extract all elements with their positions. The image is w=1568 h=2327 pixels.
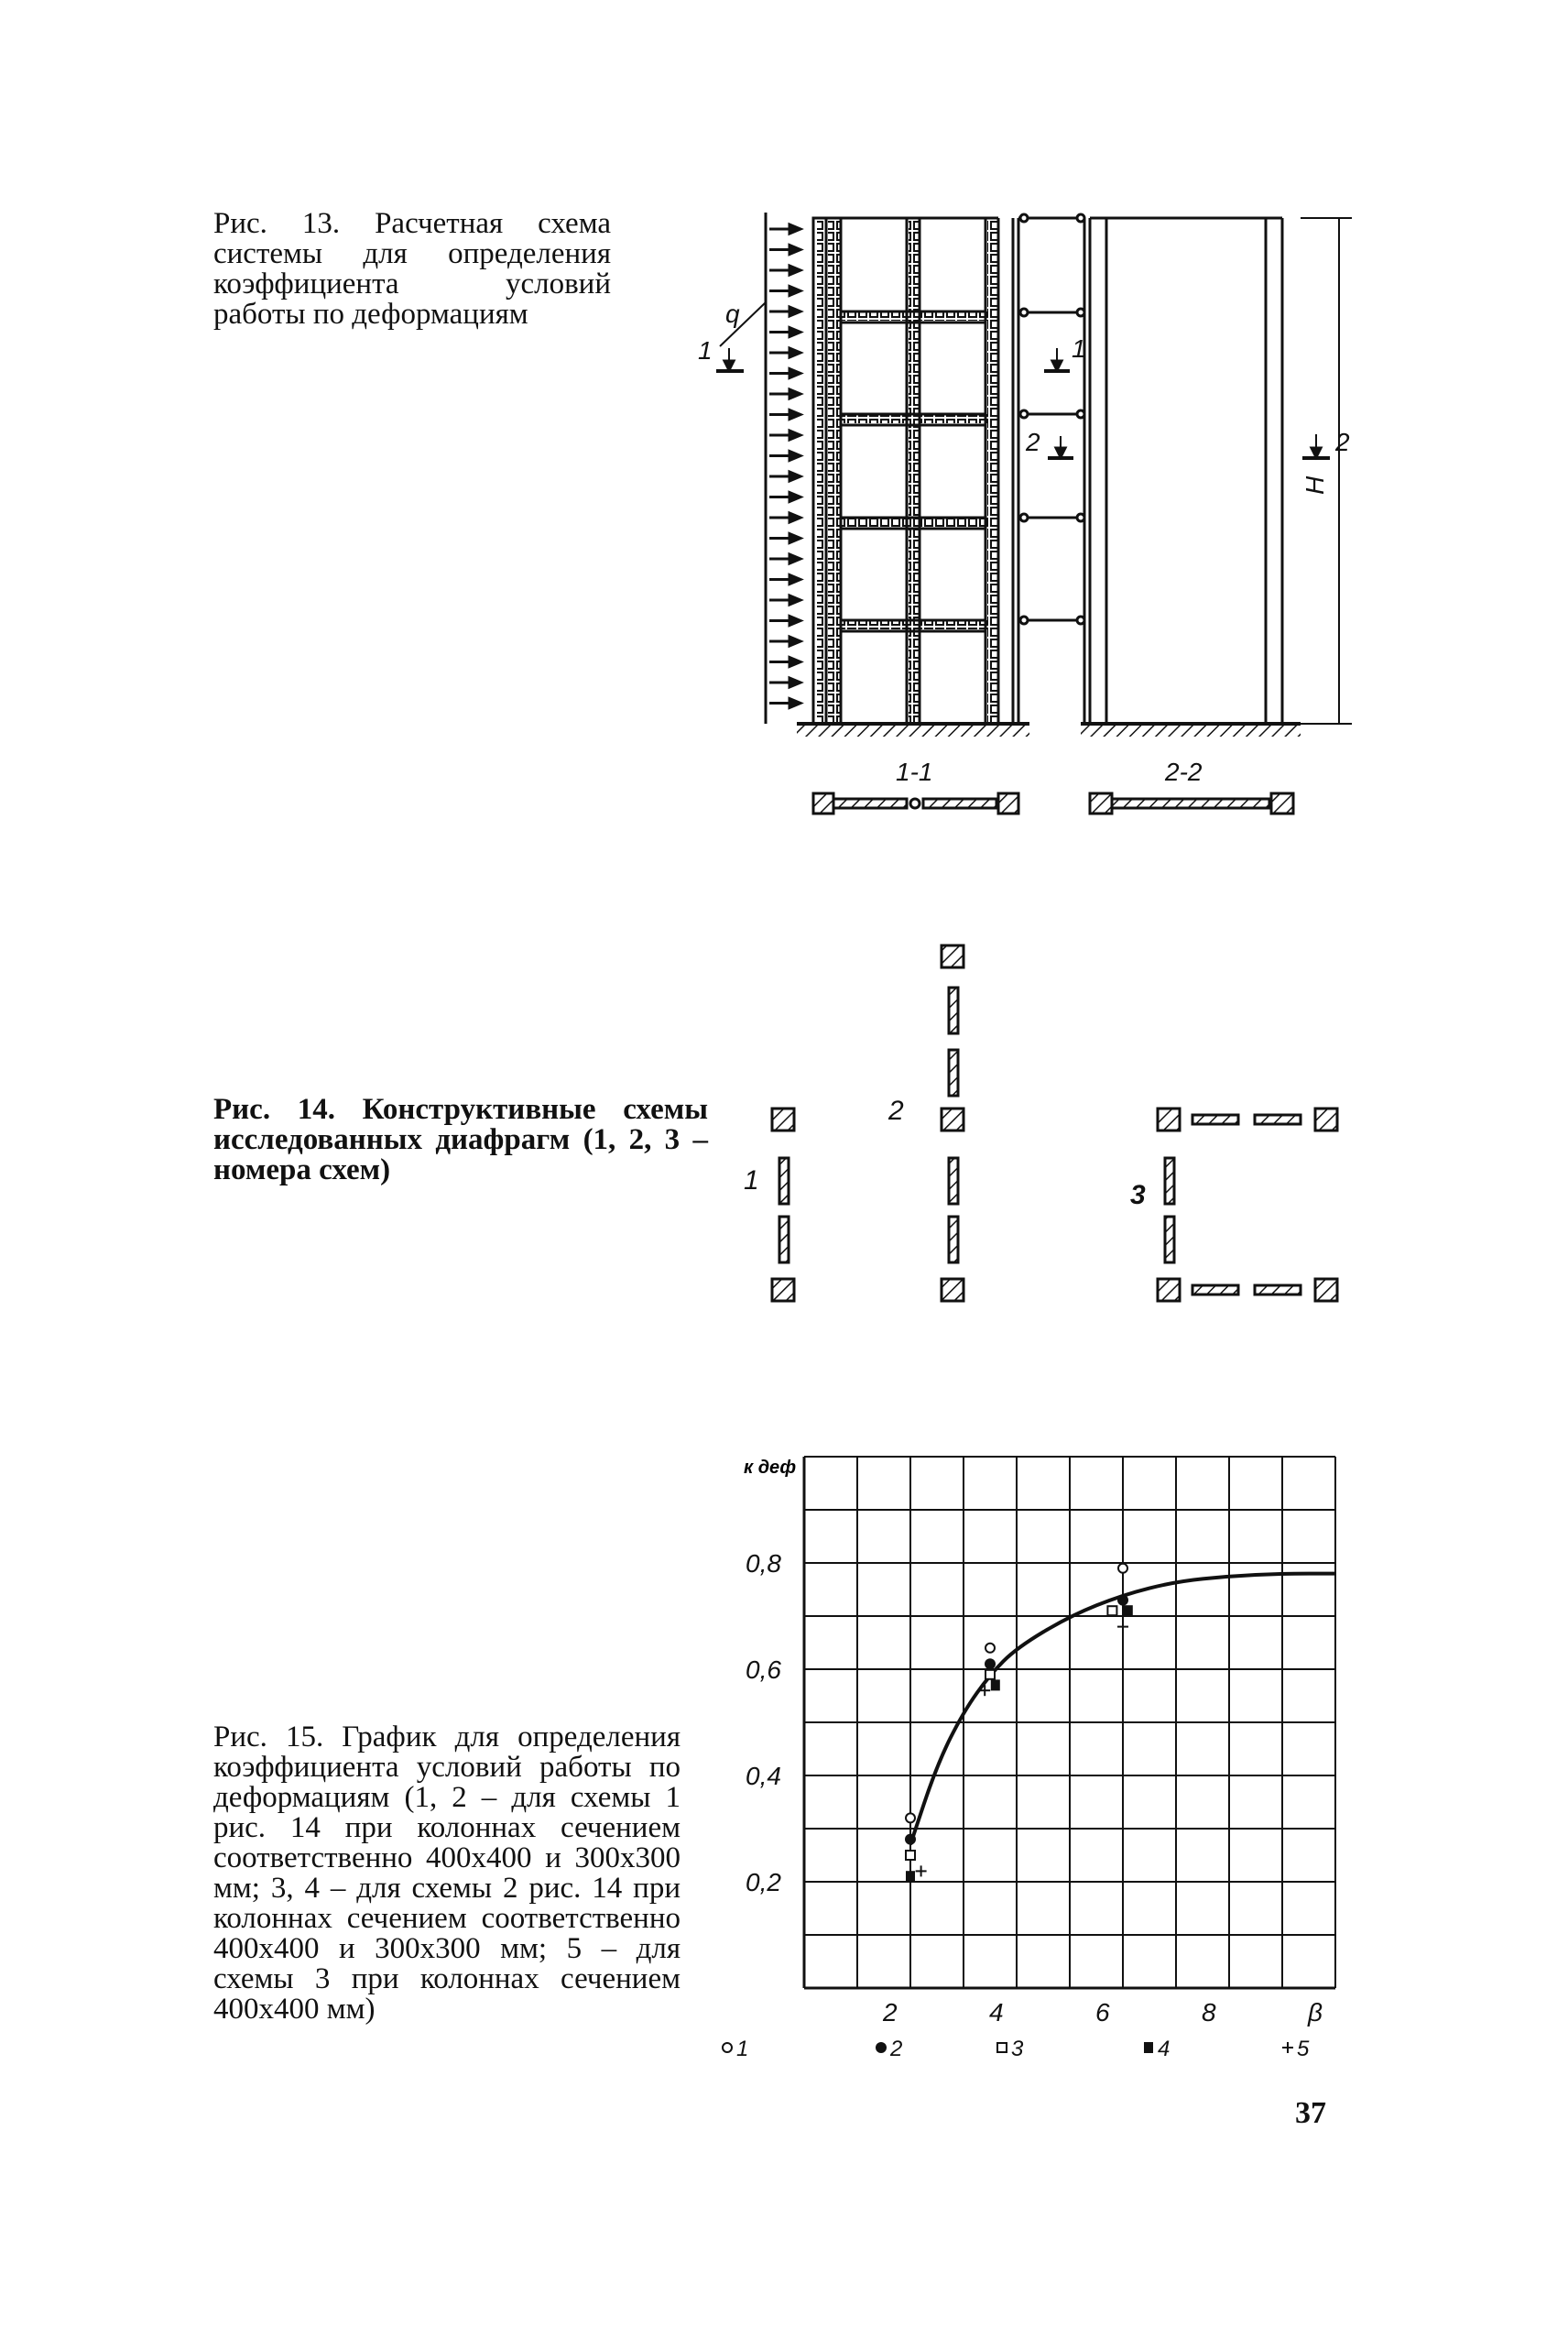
data-point-series-1 [906, 1813, 915, 1822]
section-mark-2-left: 2 [1026, 428, 1040, 456]
page-number: 37 [1295, 2096, 1326, 2130]
load-arrow-head [789, 224, 800, 234]
section-2-2-label: 2-2 [1165, 758, 1203, 786]
section-2-2 [1090, 793, 1293, 814]
y-tick-label: 0,8 [746, 1549, 781, 1578]
q-label: q [725, 300, 740, 328]
x-tick-label: β [1308, 1998, 1323, 2027]
load-arrow-head [789, 246, 800, 255]
legend-marker-2 [876, 2042, 887, 2053]
x-tick-label: 2 [883, 1998, 898, 2027]
figure-13-caption-text: Рис. 13. Расчетная схема системы для определения коэффициента условий работы по деформациям [213, 207, 611, 331]
load-arrow-head [789, 575, 800, 584]
y-tick-label: 0,6 [746, 1655, 781, 1684]
data-point-series-4 [906, 1871, 915, 1882]
legend-label-5: 5 [1297, 2037, 1310, 2061]
load-arrow-head [789, 369, 800, 378]
figure-14-schemes [772, 945, 1337, 1301]
data-point-series-3 [906, 1851, 915, 1860]
section-1-1 [813, 793, 1018, 814]
load-arrow-head [789, 699, 800, 708]
data-point-series-2 [905, 1834, 916, 1845]
data-point-series-5 [1117, 1622, 1128, 1633]
load-arrow-head [789, 410, 800, 420]
legend-marker-1 [723, 2043, 732, 2052]
load-arrow-head [789, 472, 800, 481]
section-mark-2-right: 2 [1335, 428, 1350, 456]
data-point-series-4 [1124, 1605, 1133, 1616]
load-arrow-head [789, 431, 800, 440]
data-point-series-4 [991, 1679, 1000, 1690]
load-arrow-head [789, 287, 800, 296]
load-arrow-head [789, 637, 800, 646]
legend-marker-4 [1144, 2042, 1153, 2053]
data-point-series-2 [985, 1658, 996, 1669]
data-point-series-3 [1107, 1606, 1116, 1615]
connecting-links [1018, 214, 1084, 624]
load-arrow-head [789, 266, 800, 275]
height-label: H [1301, 475, 1329, 495]
load-arrow-head [789, 513, 800, 522]
section-mark-1-left: 1 [698, 336, 713, 365]
load-arrow-head [789, 452, 800, 461]
data-point-series-1 [985, 1644, 995, 1653]
load-arrow-head [789, 389, 800, 399]
load-arrow-head [789, 554, 800, 563]
chart-y-axis-label: к деф [744, 1458, 797, 1478]
scheme-2-label: 2 [888, 1096, 904, 1126]
x-tick-label: 6 [1095, 1998, 1110, 2027]
load-arrow-head [789, 493, 800, 502]
load-arrows [769, 224, 800, 708]
scheme-1-label: 1 [744, 1165, 759, 1196]
legend-marker-3 [997, 2043, 1007, 2052]
y-tick-label: 0,4 [746, 1762, 781, 1790]
load-arrow-head [789, 307, 800, 316]
load-arrow-head [789, 658, 800, 667]
load-arrow-head [789, 328, 800, 337]
chart-ticks [746, 1549, 1323, 2027]
x-tick-label: 8 [1202, 1998, 1216, 2027]
y-tick-label: 0,2 [746, 1868, 781, 1896]
figure-15-caption-text: Рис. 15. График для определения коэффициента условий работы по деформациям (1, 2 – для схемы 1 рис. 14 при колоннах сечением соответственно 400х400 и 300х300 мм; 3, 4 – для схемы 2 рис. 14 при колоннах сечением соответственно 400х400 и 300х300 мм; 5 – для схемы 3 при колоннах сечением 400х400 мм) [213, 1721, 681, 2026]
load-arrow-head [789, 678, 800, 687]
legend-label-2: 2 [890, 2037, 903, 2061]
figure-13-scheme [716, 213, 1352, 814]
figure-15-chart [723, 1457, 1335, 2061]
data-point-series-3 [985, 1670, 995, 1679]
chart-legend [723, 2037, 1310, 2061]
x-tick-label: 4 [989, 1998, 1004, 2027]
legend-label-4: 4 [1158, 2037, 1171, 2061]
section-1-1-label: 1-1 [896, 758, 933, 786]
data-point-series-5 [916, 1865, 927, 1876]
load-arrow-head [789, 617, 800, 626]
legend-label-1: 1 [736, 2037, 749, 2061]
load-arrow-head [789, 534, 800, 543]
figure-14-caption-text: Рис. 14. Конструктивные схемы исследованных диафрагм (1, 2, 3 – номера схем) [213, 1093, 708, 1186]
section-mark-1-right: 1 [1072, 334, 1086, 363]
legend-marker-5 [1282, 2042, 1293, 2053]
load-arrow-head [789, 348, 800, 357]
chart-grid [804, 1457, 1335, 1988]
scheme-3-label: 3 [1130, 1180, 1146, 1210]
data-point-series-2 [1117, 1595, 1128, 1606]
load-arrow-head [789, 595, 800, 605]
legend-label-3: 3 [1011, 2037, 1024, 2061]
data-point-series-1 [1118, 1564, 1127, 1573]
